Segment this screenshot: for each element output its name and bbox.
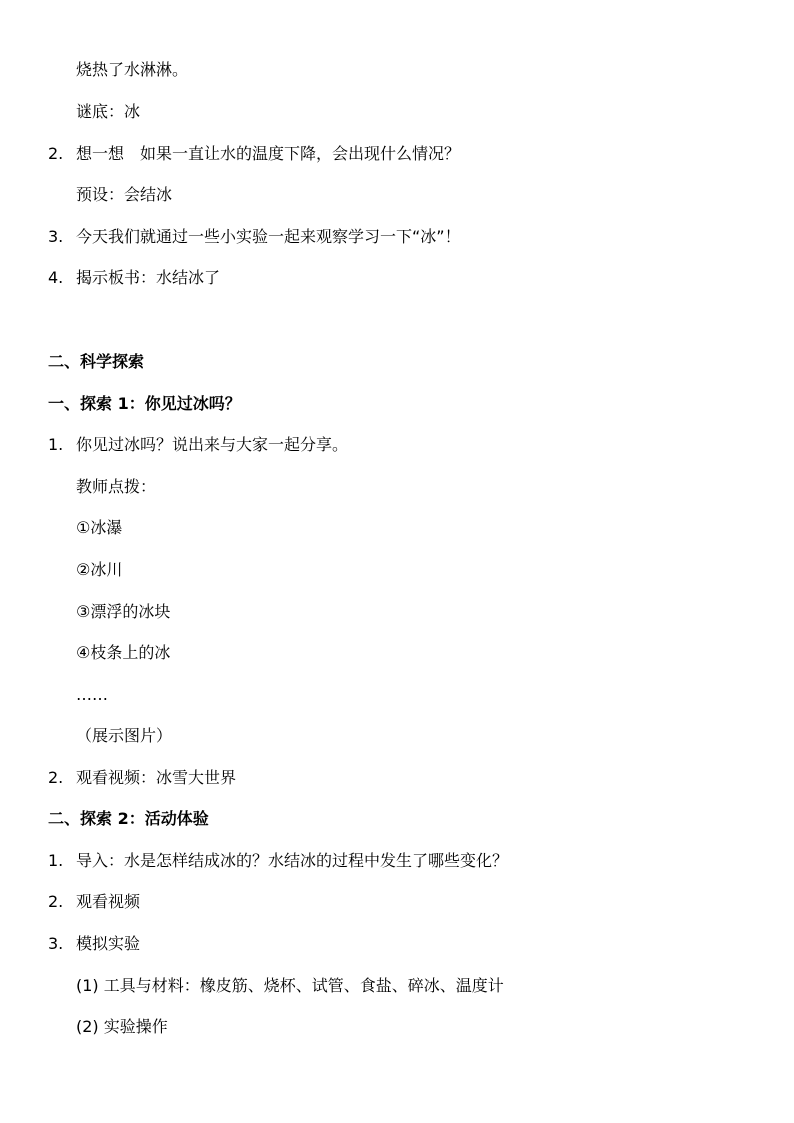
list-text: 观看视频：冰雪大世界 xyxy=(76,768,237,787)
list-text: 你见过冰吗？说出来与大家一起分享。 xyxy=(76,435,349,454)
list-number: 2. xyxy=(48,892,64,911)
list-text: 模拟实验 xyxy=(76,934,141,953)
list-text: 想一想 如果一直让水的温度下降，会出现什么情况？ xyxy=(76,144,461,163)
list-text: 揭示板书：水结冰了 xyxy=(76,268,221,287)
line-text: 预设：会结冰 xyxy=(76,185,173,204)
line-text: ②冰川 xyxy=(76,560,123,579)
heading-text: 一、探索 1：你见过冰吗？ xyxy=(48,394,241,413)
list-text: 导入：水是怎样结成冰的？水结冰的过程中发生了哪些变化？ xyxy=(76,851,509,870)
line-text: 谜底：冰 xyxy=(76,102,141,121)
list-number: 2. xyxy=(48,768,64,787)
list-number: 1. xyxy=(48,435,64,454)
line-text: (1) 工具与材料：橡皮筋、烧杯、试管、食盐、碎冰、温度计 xyxy=(76,976,504,995)
line-text: 教师点拨： xyxy=(76,477,157,496)
list-text: 观看视频 xyxy=(76,892,141,911)
line-text: 烧热了水淋淋。 xyxy=(76,60,189,79)
list-text: 今天我们就通过一些小实验一起来观察学习一下“冰”！ xyxy=(76,227,461,246)
list-number: 3. xyxy=(48,227,64,246)
line-text: ④枝条上的冰 xyxy=(76,643,171,662)
line-text: (2) 实验操作 xyxy=(76,1017,168,1036)
list-number: 1. xyxy=(48,851,64,870)
list-number: 4. xyxy=(48,268,64,287)
heading-text: 二、科学探索 xyxy=(48,352,145,371)
line-text: （展示图片） xyxy=(76,726,173,745)
list-number: 3. xyxy=(48,934,64,953)
line-text: ①冰瀑 xyxy=(76,518,123,537)
line-text: ③漂浮的冰块 xyxy=(76,602,171,621)
heading-text: 二、探索 2：活动体验 xyxy=(48,809,209,828)
line-text: …… xyxy=(76,685,108,704)
list-number: 2. xyxy=(48,144,64,163)
